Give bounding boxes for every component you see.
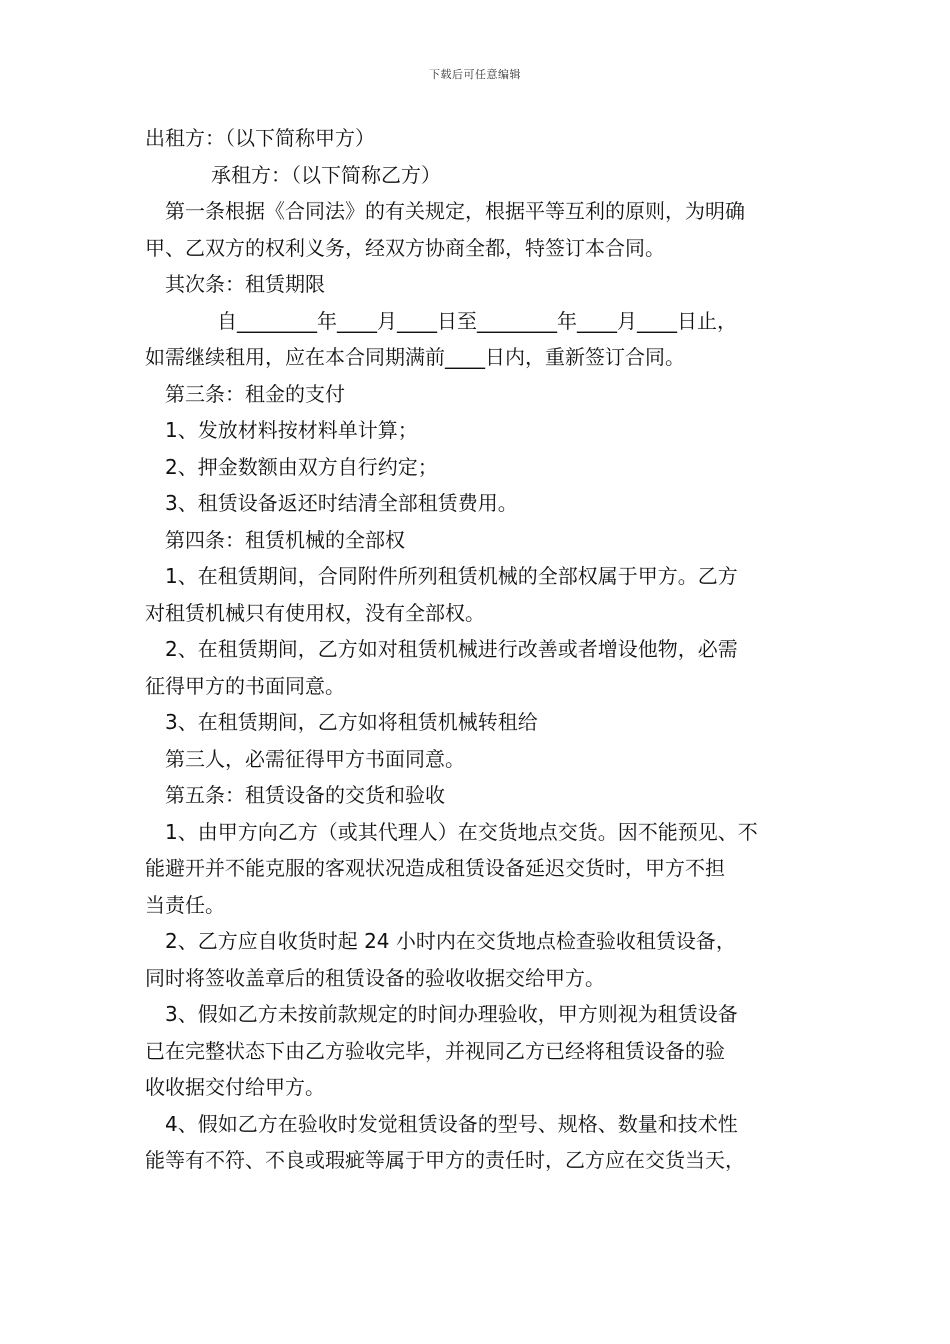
paragraph-line: 对租赁机械只有使用权，没有全部权。 — [145, 600, 485, 625]
paragraph-line: 第一条根据《合同法》的有关规定，根据平等互利的原则，为明确 — [165, 199, 745, 223]
paragraph-line: 1、由甲方向乙方（或其代理人）在交货地点交货。因不能预见、不 — [165, 819, 758, 844]
paragraph-line: 自________年____月____日至________年____月____日止， — [217, 308, 737, 333]
paragraph-line: 3、在租赁期间，乙方如将租赁机械转租给 — [165, 710, 538, 734]
paragraph-line: 当责任。 — [145, 892, 225, 917]
paragraph-line: 甲、乙双方的权利义务，经双方协商全都，特签订本合同。 — [145, 235, 665, 260]
paragraph-line: 1、在租赁期间，合同附件所列租赁机械的全部权属于甲方。乙方 — [165, 564, 738, 588]
paragraph-line: 4、假如乙方在验收时发觉租赁设备的型号、规格、数量和技术性 — [165, 1111, 738, 1136]
page-header-note: 下载后可任意编辑 — [429, 68, 521, 81]
paragraph-line: 3、假如乙方未按前款规定的时间办理验收，甲方则视为租赁设备 — [165, 1002, 738, 1026]
paragraph-line: 2、乙方应自收货时起 24 小时内在交货地点检查验收租赁设备， — [165, 929, 736, 953]
paragraph-line: 能等有不符、不良或瑕疵等属于甲方的责任时，乙方应在交货当天， — [145, 1148, 745, 1172]
paragraph-line: 第三人，必需征得甲方书面同意。 — [165, 746, 465, 771]
paragraph-line: 其次条：租赁期限 — [165, 272, 325, 296]
paragraph-line: 征得甲方的书面同意。 — [145, 673, 345, 698]
paragraph-line: 承租方：（以下简称乙方） — [211, 162, 441, 187]
paragraph-line: 第五条：租赁设备的交货和验收 — [165, 783, 445, 807]
document-body — [145, 120, 810, 1179]
paragraph-line: 能避开并不能克服的客观状况造成租赁设备延迟交货时，甲方不担 — [145, 856, 725, 880]
paragraph-line: 已在完整状态下由乙方验收完毕，并视同乙方已经将租赁设备的验 — [145, 1038, 725, 1063]
paragraph-line: 第三条：租金的支付 — [165, 381, 345, 406]
paragraph-line: 同时将签收盖章后的租赁设备的验收收据交给甲方。 — [145, 965, 605, 990]
paragraph-line: 出租方：（以下简称甲方） — [145, 126, 375, 150]
paragraph-line: 3、租赁设备返还时结清全部租赁费用。 — [165, 491, 518, 515]
paragraph-line: 第四条：租赁机械的全部权 — [165, 527, 405, 552]
paragraph-line: 1、发放材料按材料单计算； — [165, 418, 418, 442]
paragraph-line: 收收据交付给甲方。 — [145, 1075, 325, 1099]
paragraph-line: 2、在租赁期间，乙方如对租赁机械进行改善或者增设他物，必需 — [165, 637, 738, 661]
paragraph-line: 如需继续租用，应在本合同期满前____日内，重新签订合同。 — [145, 345, 685, 369]
paragraph-line: 2、押金数额由双方自行约定； — [165, 454, 438, 479]
